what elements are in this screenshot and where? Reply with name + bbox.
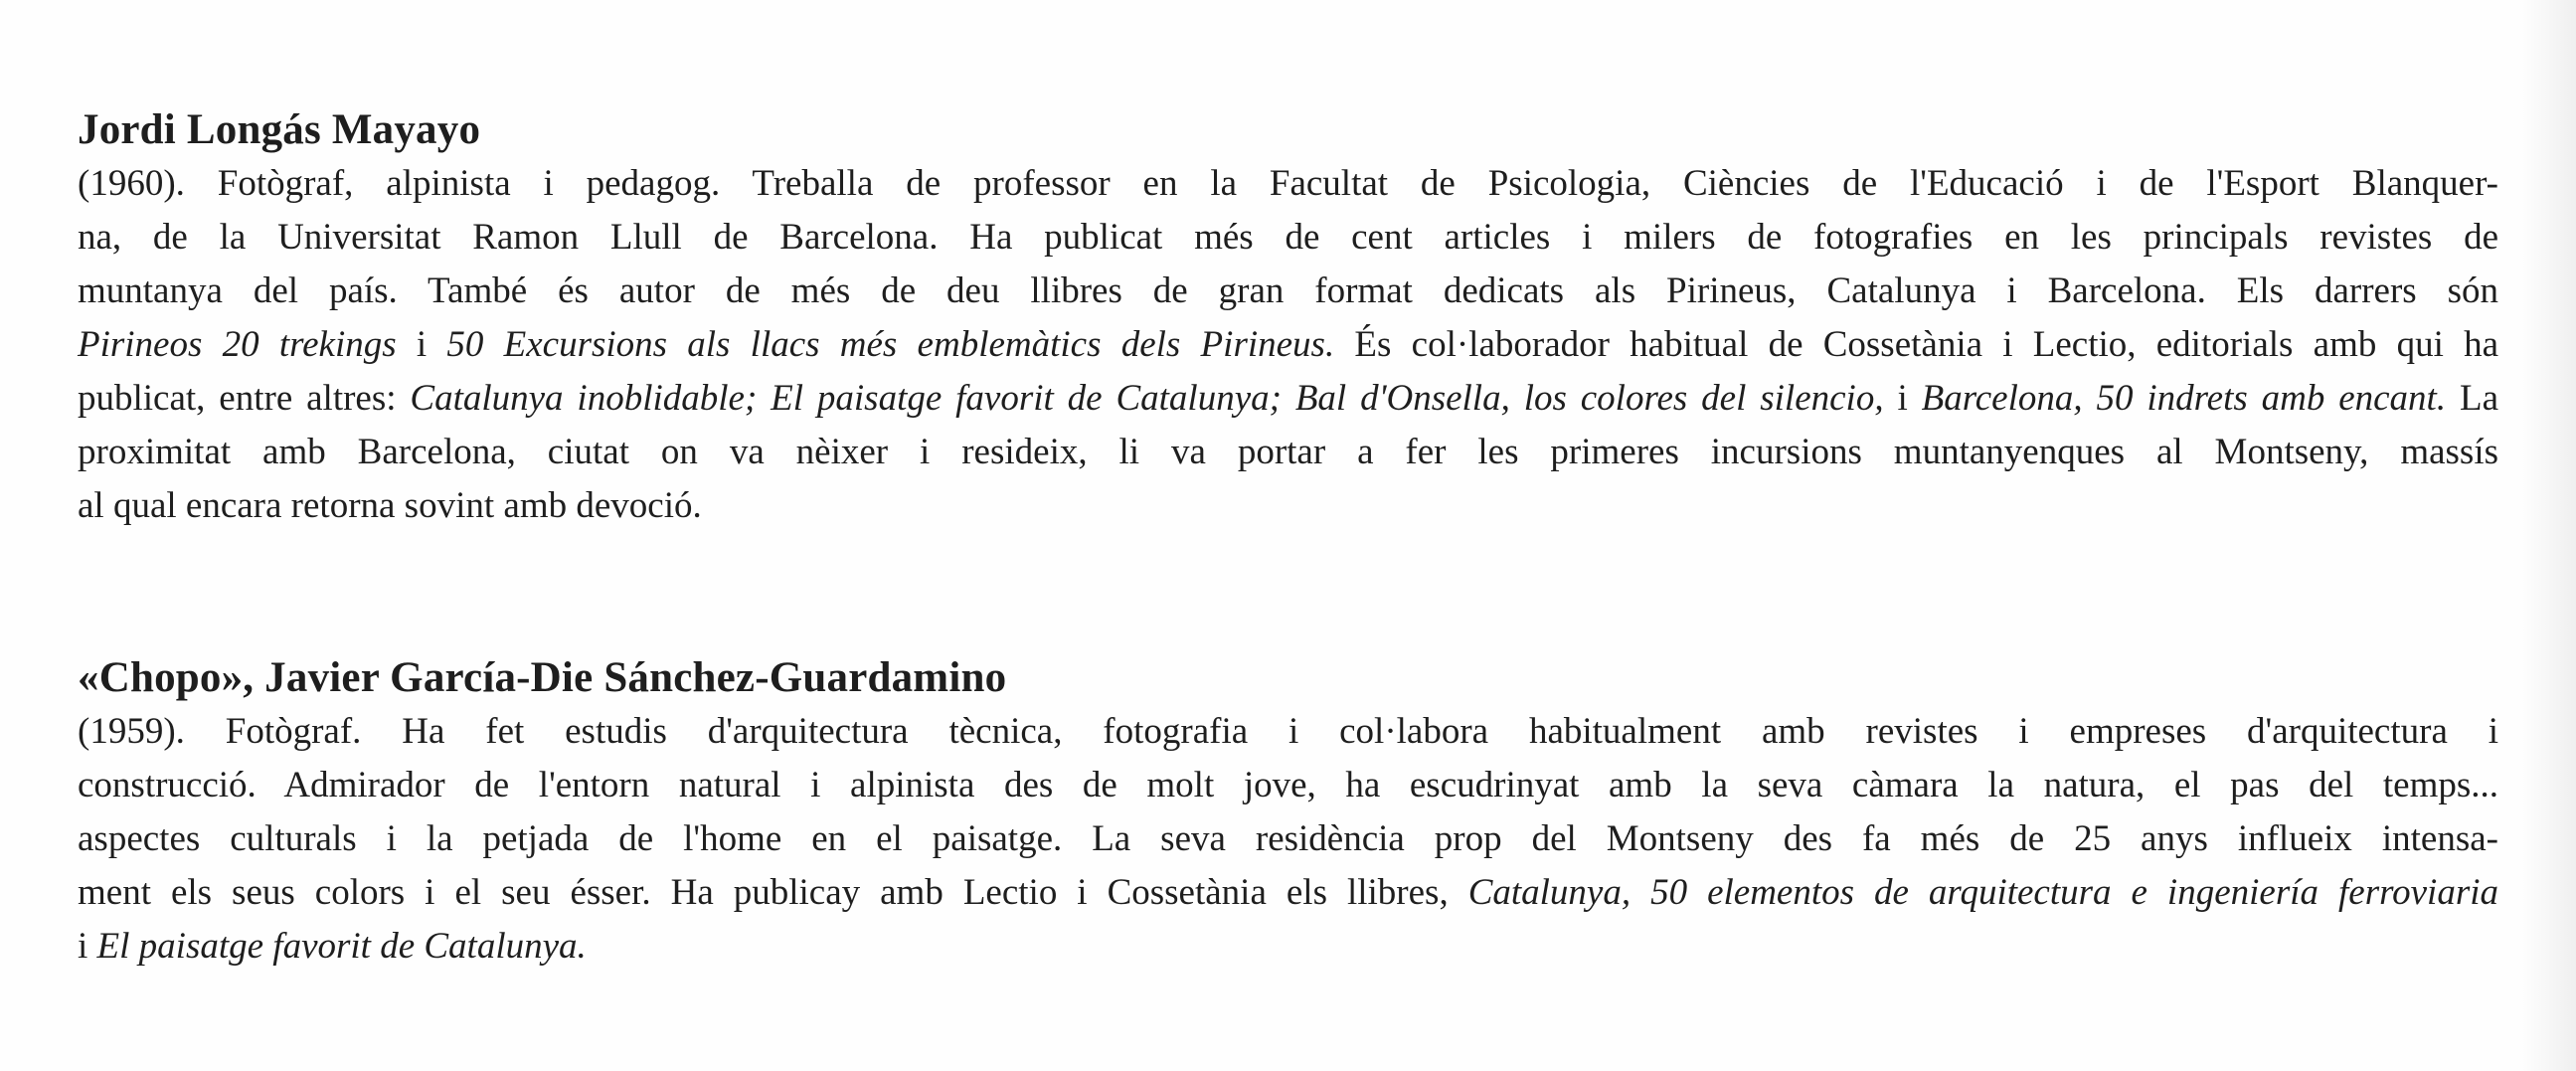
text-run: ment els seus colors i el seu ésser. Ha publicay amb Lectio i Cossetània els llibres, [78,872,1468,913]
text-run: publicat, entre altres: [78,378,411,419]
text-run: al qual encara retorna sovint amb devoció. [78,485,702,526]
text-run: construcció. Admirador de l'entorn natural i alpinista des de molt jove, ha escudrinyat amb la seva càmara la natura, el pas del temps... [78,765,2498,805]
text-line [78,265,2498,318]
book-title: Pirineos 20 trekings [78,324,397,365]
text-run: proximitat amb Barcelona, ciutat on va nèixer i resideix, li va portar a fer les primeres incursions muntanyenques al Montseny, massís [78,432,2498,472]
bio-name-heading: Jordi Longás Mayayo [78,106,481,153]
text-line [78,318,2498,372]
text-line [78,372,2498,426]
book-title: Catalunya, 50 elementos de arquitectura e ingeniería ferroviaria [1467,872,2499,913]
text-run: És col·laborador habitual de Cossetània i Lectio, editorials amb qui ha [1334,324,2499,365]
text-line [78,157,2498,211]
text-run: i [78,926,97,967]
scan-edge-shading [2521,0,2576,1071]
text-line-last [78,920,2498,974]
text-run: (1960). Fotògraf, alpinista i pedagog. Treballa de professor en la Facultat de Psicologia, Ciències de l'Educació i de l'Esport Blanquer- [78,163,2498,204]
book-title: Barcelona, 50 indrets amb encant. [1921,378,2447,419]
book-title: Catalunya inoblidable; El paisatge favorit de Catalunya; Bal d'Onsella, los colores del silencio, [410,378,1884,419]
bio-name-heading: «Chopo», Javier García-Die Sánchez-Guardamino [78,654,1007,701]
text-run: La [2446,378,2498,419]
text-line [78,866,2498,920]
bio-paragraph [78,157,2498,533]
text-run: (1959). Fotògraf. Ha fet estudis d'arquitectura tècnica, fotografia i col·labora habitualment amb revistes i empreses d'arquitectura i [78,711,2498,752]
text-line [78,812,2498,866]
text-line-last [78,479,2498,533]
text-line [78,705,2498,759]
book-title: 50 Excursions als llacs més emblemàtics dels Pirineus. [446,324,1335,365]
text-run: i [1883,378,1922,419]
text-line [78,211,2498,265]
text-run: muntanya del país. També és autor de més de deu llibres de gran format dedicats als Pirineus, Catalunya i Barcelona. Els darrers són [78,270,2498,311]
text-line [78,759,2498,812]
text-run: na, de la Universitat Ramon Llull de Barcelona. Ha publicat més de cent articles i milers de fotografies en les principals revistes de [78,217,2498,258]
text-run: i [396,324,447,365]
bio-entry-jordi-longas [78,103,2498,533]
bio-paragraph [78,705,2498,974]
text-line [78,426,2498,479]
bio-entry-chopo [78,651,2498,974]
book-title: El paisatge favorit de Catalunya. [96,926,587,967]
text-run: aspectes culturals i la petjada de l'home en el paisatge. La seva residència prop del Montseny des fa més de 25 anys influeix intensa- [78,818,2498,859]
